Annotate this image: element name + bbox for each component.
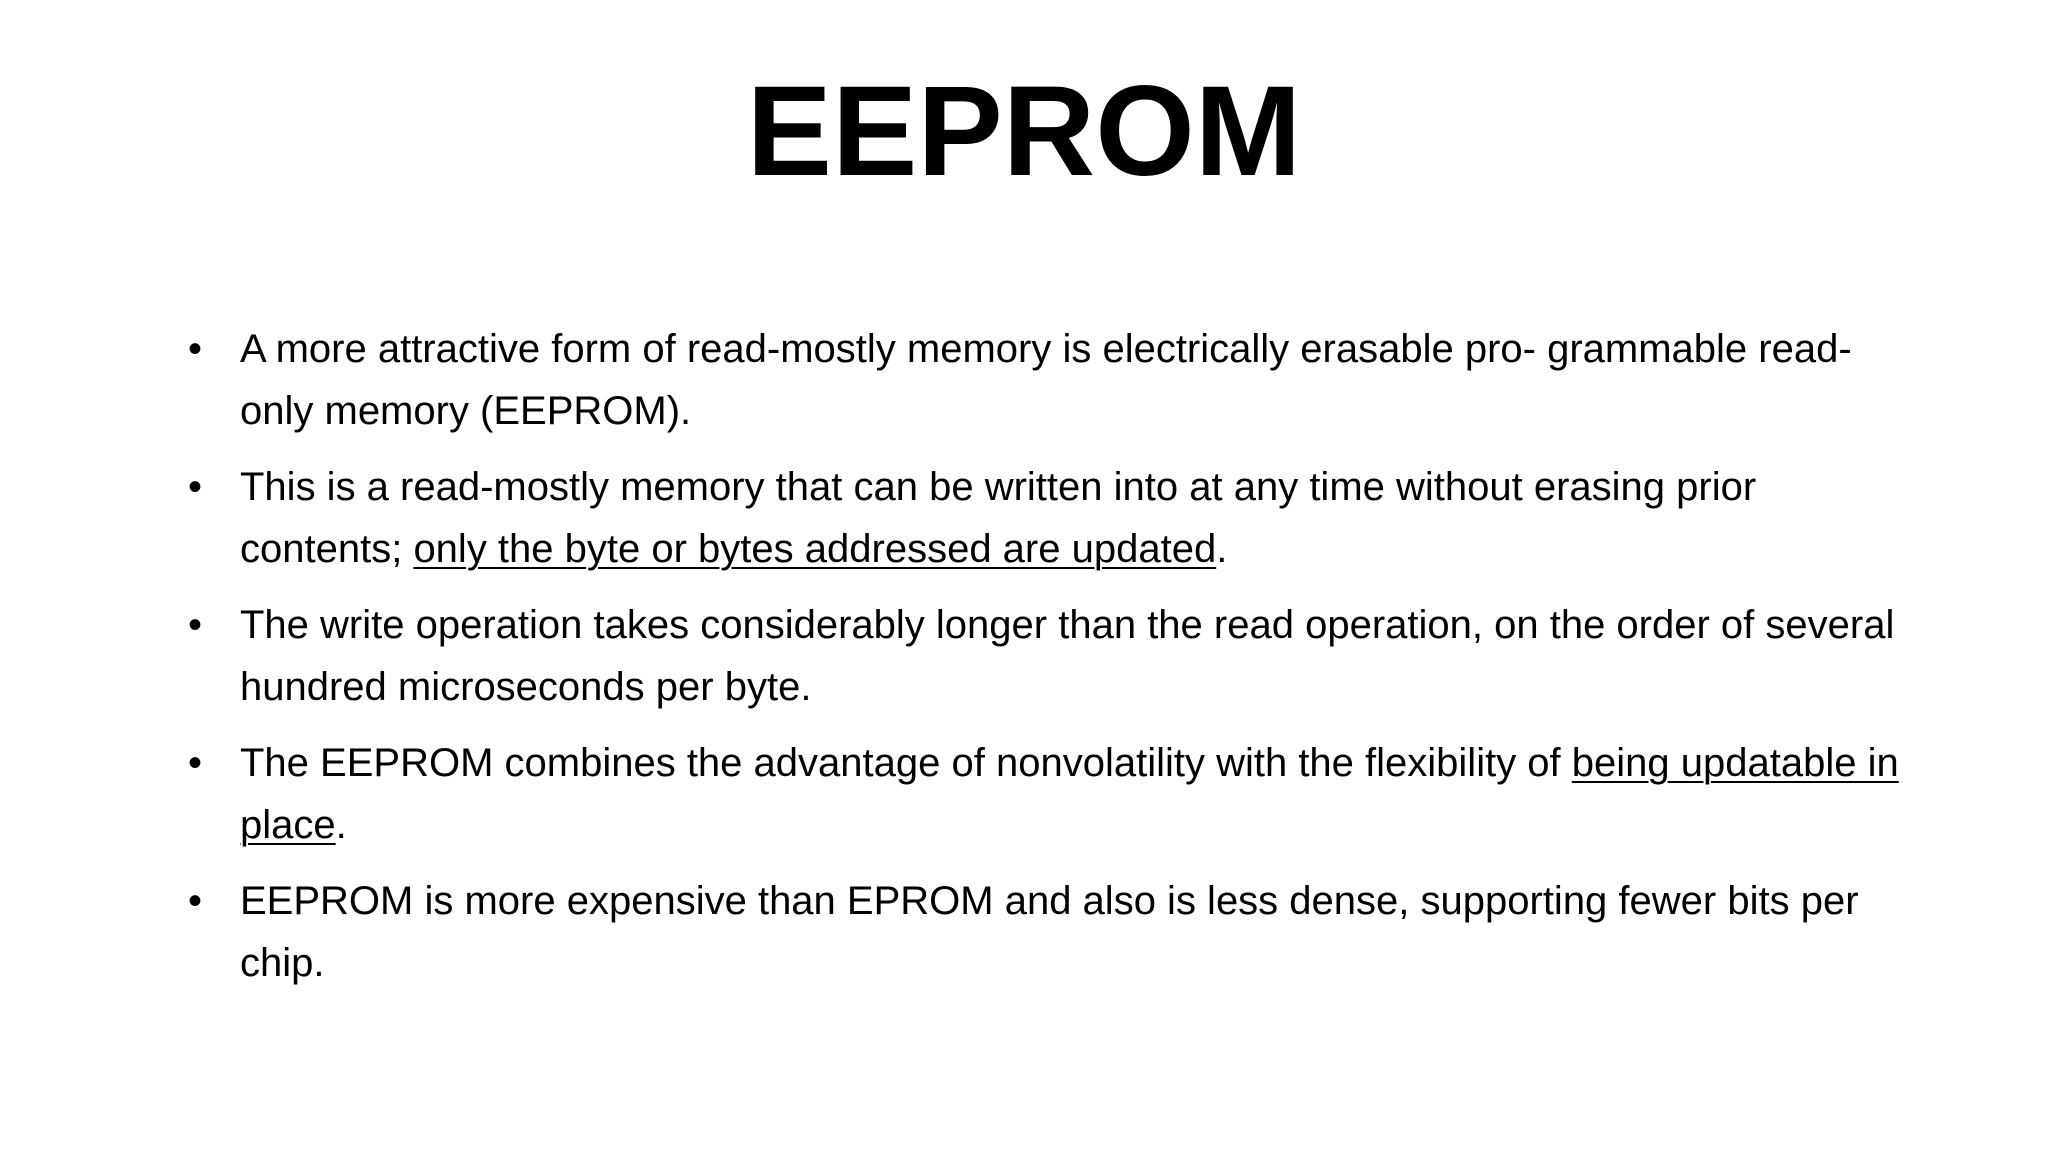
bullet-item bbox=[180, 594, 1900, 718]
bullet-item bbox=[180, 732, 1900, 856]
bullet-text: A more attractive form of read-mostly memory is electrically erasable pro- grammable read-only memory (EEPROM). bbox=[240, 327, 1852, 433]
bullet-item bbox=[180, 318, 1900, 442]
bullet-icon: • bbox=[188, 603, 203, 647]
slide-title: EEPROM bbox=[746, 60, 1302, 203]
bullet-item bbox=[180, 870, 1900, 994]
bullet-text: This is a read-mostly memory that can be written into at any time without erasing prior contents; bbox=[240, 465, 1757, 571]
bullet-icon: • bbox=[188, 327, 203, 371]
underlined-text: only the byte or bytes addressed are updated bbox=[413, 527, 1217, 571]
bullet-list bbox=[180, 318, 1900, 1008]
bullet-icon: • bbox=[188, 879, 203, 923]
underlined-text: being updatable in place bbox=[240, 741, 1899, 847]
bullet-icon: • bbox=[188, 741, 203, 785]
bullet-text: The EEPROM combines the advantage of nonvolatility with the flexibility of bbox=[240, 741, 1572, 785]
bullet-icon: • bbox=[188, 465, 203, 509]
bullet-text: The write operation takes considerably longer than the read operation, on the order of several hundred microseconds per byte. bbox=[240, 603, 1895, 709]
bullet-item bbox=[180, 456, 1900, 580]
bullet-text: . bbox=[1216, 527, 1228, 571]
bullet-text: . bbox=[335, 803, 347, 847]
bullet-text: EEPROM is more expensive than EPROM and also is less dense, supporting fewer bits per chip. bbox=[240, 879, 1859, 985]
